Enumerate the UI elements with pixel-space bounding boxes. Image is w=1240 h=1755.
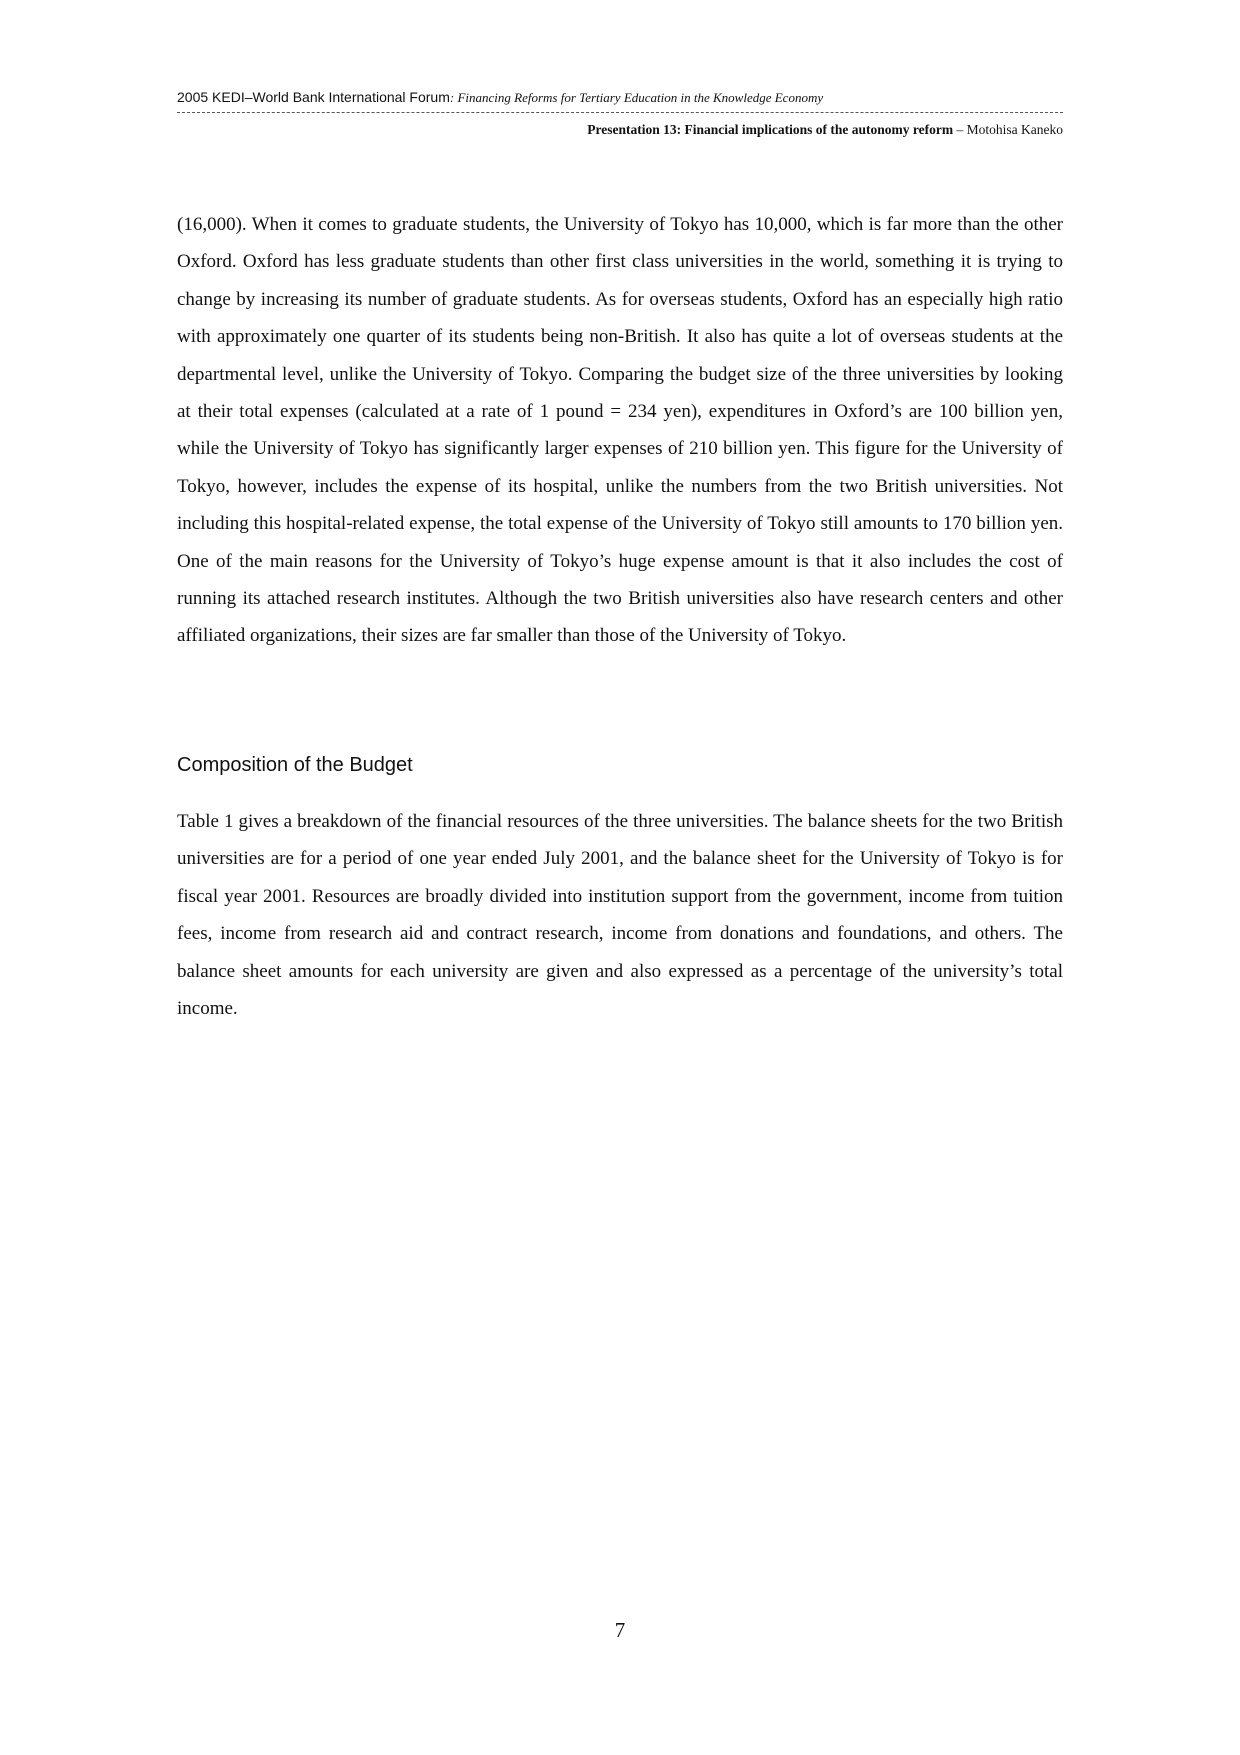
page-number: 7 — [614, 1618, 626, 1642]
forum-title: 2005 KEDI–World Bank International Forum — [177, 89, 450, 105]
running-header-forum — [177, 89, 1077, 106]
presentation-author: – Motohisa Kaneko — [953, 122, 1063, 137]
body-paragraph-2: Table 1 gives a breakdown of the financial resources of the three universities. The balance sheets for the two British universities are for a period of one year ended July 2001, and the balance sheet for the University of Tokyo is for fiscal year 2001. Resources are broadly divided into institution support from the government, income from tuition fees, income from research aid and contract research, income from donations and foundations, and others. The balance sheet amounts for each university are given and also expressed as a percentage of the university’s total income. — [177, 811, 1063, 1020]
presentation-title: Presentation 13: Financial implications of the autonomy reform — [587, 122, 954, 137]
forum-subtitle: : Financing Reforms for Tertiary Education in the Knowledge Economy — [449, 90, 824, 105]
section-heading: Composition of the Budget — [177, 754, 413, 776]
header-divider — [177, 112, 1063, 113]
body-paragraph-1: (16,000). When it comes to graduate students, the University of Tokyo has 10,000, which is far more than the other Oxford. Oxford has less graduate students than other first class universities in the world, something it is trying to change by increasing its number of graduate students. As for overseas students, Oxford has an especially high ratio with approximately one quarter of its students being non-British. It also has quite a lot of overseas students at the departmental level, unlike the University of Tokyo. Comparing the budget size of the three universities by looking at their total expenses (calculated at a rate of 1 pound = 234 yen), expenditures in Oxford’s are 100 billion yen, while the University of Tokyo has significantly larger expenses of 210 billion yen. This figure for the University of Tokyo, however, includes the expense of its hospital, unlike the numbers from the two British universities. Not including this hospital-related expense, the total expense of the University of Tokyo still amounts to 170 billion yen. One of the main reasons for the University of Tokyo’s huge expense amount is that it also includes the cost of running its attached research institutes. Although the two British universities also have research centers and other affiliated organizations, their sizes are far smaller than those of the University of Tokyo. — [177, 214, 1063, 647]
running-header-presentation — [177, 122, 1063, 138]
